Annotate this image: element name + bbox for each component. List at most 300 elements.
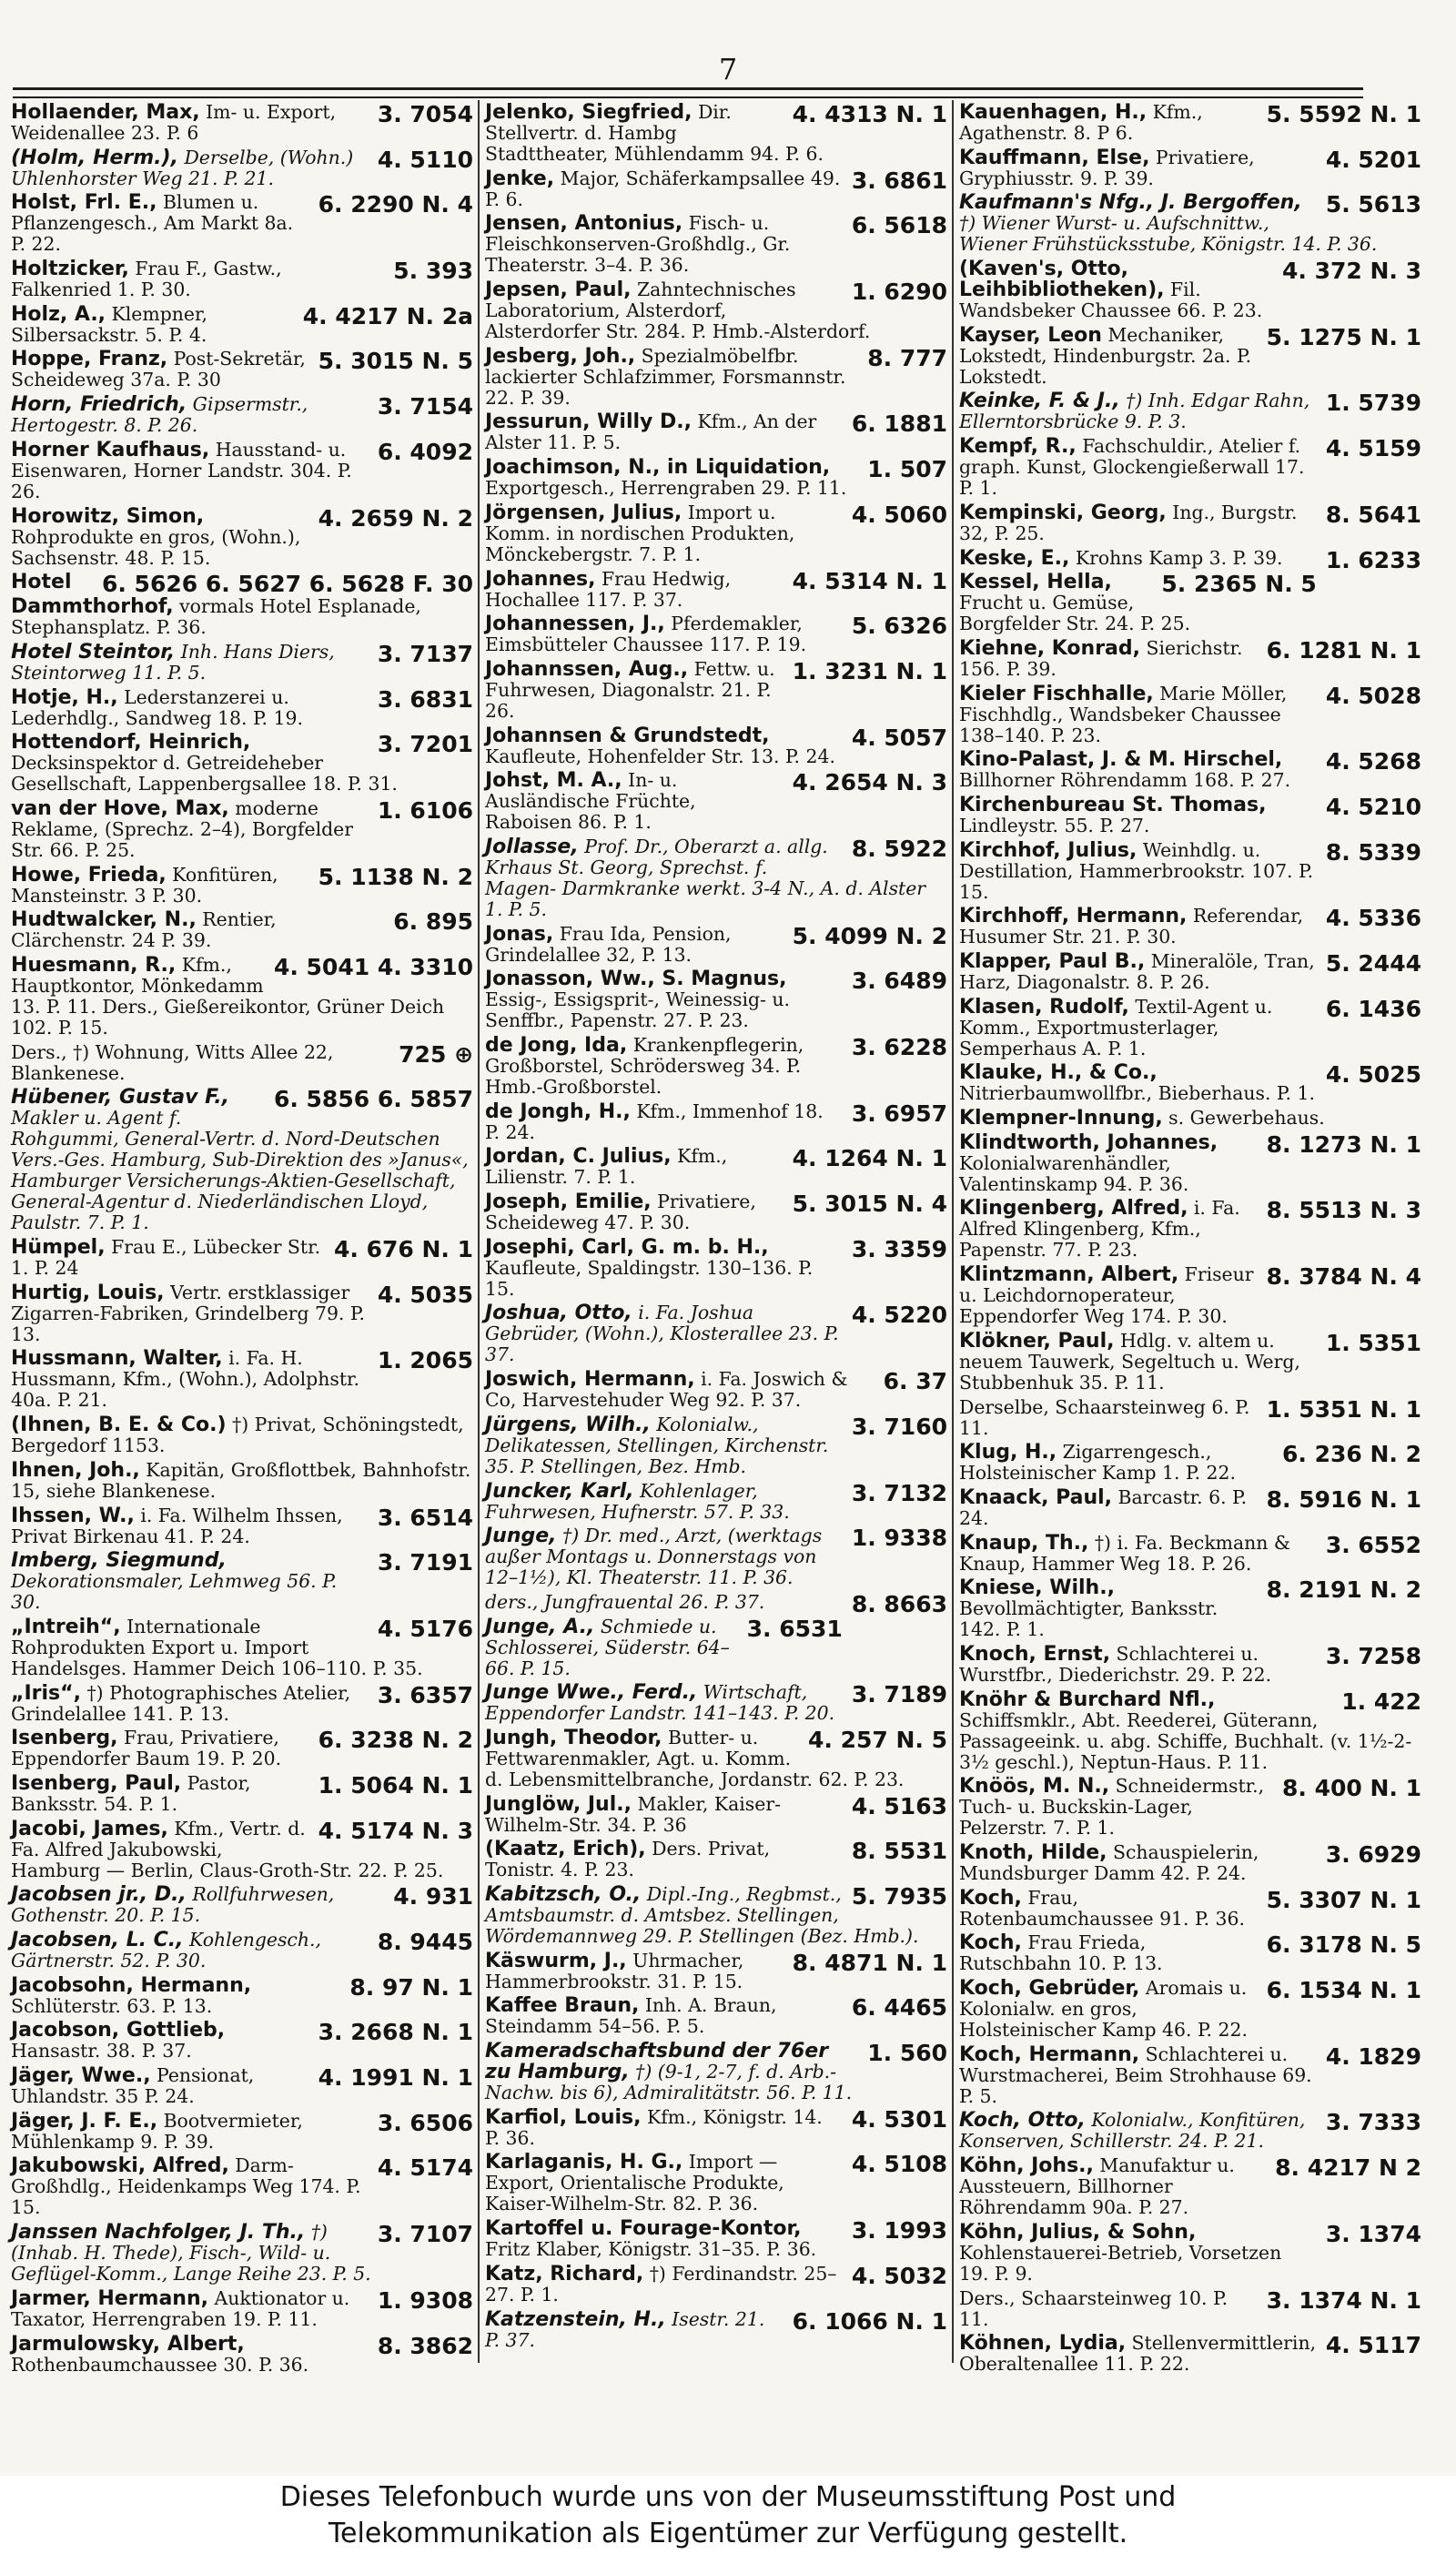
phone-number: 4. 5176 <box>377 1615 473 1642</box>
directory-entry <box>959 2110 1421 2152</box>
entry-details: †) (9-1, 2-7, f. d. Arb.-Nachw. bis 6), Admiralitätstr. 56. P. 11. <box>485 2061 853 2104</box>
directory-entry <box>959 258 1421 321</box>
phone-number: 5. 7935 <box>851 1883 947 1910</box>
entry-name: Knaup, Th., <box>959 1531 1089 1555</box>
directory-entry <box>485 102 947 165</box>
phone-number: 6. 1281 N. 1 <box>1266 636 1421 664</box>
directory-entry <box>485 2041 947 2103</box>
entry-name: Kameradschaftsbund der 76er zu Hamburg, <box>485 2040 829 2084</box>
directory-entry <box>959 390 1421 432</box>
entry-name: Jacobson, Gottlieb, <box>11 2019 226 2042</box>
phone-number: 5. 2365 N. 5 <box>1161 571 1317 598</box>
phone-number: 4. 2659 N. 2 <box>318 504 473 532</box>
phone-number: 5. 5592 N. 1 <box>1266 101 1421 127</box>
directory-entry <box>959 1397 1421 1439</box>
directory-entry <box>11 147 473 189</box>
entry-name: Kaufmann's Nfg., J. Bergoffen, <box>959 191 1302 215</box>
directory-entry <box>485 659 947 722</box>
directory-entry <box>959 997 1421 1059</box>
entry-name: Hollaender, Max, <box>11 101 200 124</box>
directory-entry <box>11 1930 473 1971</box>
entry-name: Jacobi, James, <box>11 1817 168 1840</box>
entry-details: Ing., Burgstr. 32, P. 25. <box>959 501 1298 544</box>
entry-details: Stellenvermittlerin, Oberaltenallee 11. P. 22. <box>959 2332 1317 2376</box>
phone-number: 6. 5856 6. 5857 <box>273 1086 473 1113</box>
phone-number: 4. 5314 N. 1 <box>792 567 947 594</box>
entry-name: Johannssen, Aug., <box>485 657 689 681</box>
directory-entry <box>485 346 947 409</box>
directory-entry <box>485 2152 947 2214</box>
entry-details: ders., Jungfrauental 26. P. 37. <box>485 1590 765 1613</box>
entry-details: Konfitüren, Mansteinstr. 3 P. 30. <box>11 863 278 907</box>
entry-name: Kauffmann, Else, <box>959 146 1150 169</box>
directory-entry <box>485 2309 947 2351</box>
directory-entry <box>485 1728 947 1790</box>
entry-details: Dekorationsmaler, Lehmweg 56. P. 30. <box>11 1570 338 1614</box>
phone-number: 1. 507 <box>867 456 947 483</box>
entry-details: Schlüterstr. 63. P. 13. <box>11 1994 213 2017</box>
directory-entry <box>11 258 473 300</box>
phone-number: 4. 5025 <box>1325 1061 1421 1089</box>
phone-number: 5. 6326 <box>851 613 947 640</box>
directory-entry <box>485 1682 947 1724</box>
entry-name: Holtzicker, <box>11 258 129 281</box>
entry-details: Kfm., Agathenstr. 8. P 6. <box>959 101 1203 144</box>
phone-number: 3. 6831 <box>377 685 473 713</box>
phone-number: 8. 5531 <box>851 1838 947 1865</box>
phone-number: 3. 7258 <box>1325 1642 1421 1669</box>
phone-number: 8. 9445 <box>377 1929 473 1955</box>
entry-details: Pensionat, Uhlandstr. 35 P. 24. <box>11 2064 255 2108</box>
phone-number: 5. 2444 <box>1325 950 1421 977</box>
directory-entry <box>959 1644 1421 1686</box>
entry-name: Janssen Nachfolger, J. Th., <box>11 2221 306 2245</box>
entry-details: Sierichstr. 156. P. 39. <box>959 636 1243 680</box>
entry-name: Kirchenbureau St. Thomas, <box>959 793 1267 816</box>
phone-number: 4. 4217 N. 2a <box>302 302 473 329</box>
phone-number: 3. 7107 <box>377 2221 473 2248</box>
directory-entry <box>485 770 947 833</box>
directory-entry <box>11 1975 473 2017</box>
entry-details: Privatiere, Scheideweg 47. P. 30. <box>485 1191 756 1234</box>
phone-number: 3. 7154 <box>377 393 473 421</box>
entry-details: Ders. Privat, Tonistr. 4. P. 23. <box>485 1838 771 1881</box>
phone-number: 4. 5174 N. 3 <box>318 1817 473 1844</box>
entry-name: Jessurun, Willy D., <box>485 410 693 434</box>
phone-number: 4. 372 N. 3 <box>1281 258 1421 285</box>
phone-number: 3. 7201 <box>377 731 473 758</box>
entry-name: Knöös, M. N., <box>959 1775 1110 1799</box>
entry-details: Prof. Dr., Oberarzt a. allg. Krhaus St. Georg, Sprechst. f. Magen- Darmkranke werkt. 3-4 N., A. d. Alster 1. P. 5. <box>485 835 926 920</box>
entry-name: Jonas, <box>485 922 554 946</box>
phone-number: 4. 2654 N. 3 <box>792 769 947 796</box>
entry-details: Fil. Wandsbeker Chaussee 66. P. 23. <box>959 279 1263 322</box>
directory-entry <box>11 1414 473 1456</box>
phone-number: 4. 5159 <box>1325 435 1421 462</box>
directory-entry <box>959 1487 1421 1529</box>
directory-entry <box>959 1062 1421 1104</box>
entry-details: Mechaniker, Lokstedt, Hindenburgstr. 2a. P. Lokstedt. <box>959 323 1252 388</box>
entry-name: Klug, H., <box>959 1441 1057 1464</box>
directory-entry <box>959 638 1421 680</box>
phone-number: 4. 5110 <box>377 146 473 173</box>
directory-entry <box>959 1776 1421 1839</box>
phone-number: 6. 5626 6. 5627 6. 5628 F. 30 <box>101 571 473 598</box>
entry-name: Klökner, Paul, <box>959 1329 1115 1353</box>
entry-name: Jörgensen, Julius, <box>485 501 682 524</box>
entry-name: de Jong, Ida, <box>485 1034 628 1057</box>
phone-number: 8. 777 <box>867 344 947 371</box>
entry-name: Klapper, Paul B., <box>959 950 1146 973</box>
phone-number: 5. 3015 N. 5 <box>318 348 473 375</box>
phone-number: 4. 5201 <box>1325 146 1421 173</box>
entry-details: Schlachterei u. Wurstfbr., Diederichstr. 29. P. 22. <box>959 1642 1272 1686</box>
header-rule-thin <box>13 96 1363 98</box>
entry-name: Johst, M. A., <box>485 769 622 793</box>
directory-entry <box>485 1369 947 1411</box>
phone-number: 6. 1066 N. 1 <box>792 2307 947 2335</box>
phone-number: 3. 7132 <box>851 1479 947 1506</box>
entry-details: Fisch- u. Fleischkonserven-Großhdlg., Gr. Theaterstr. 3–4. P. 36. <box>485 212 791 277</box>
phone-number: 4. 4313 N. 1 <box>792 101 947 127</box>
phone-number: 6. 2290 N. 4 <box>318 191 473 218</box>
entry-name: van der Hove, Max, <box>11 796 229 820</box>
entry-name: Kabitzsch, O., <box>485 1883 642 1906</box>
entry-name: Knaack, Paul, <box>959 1485 1113 1509</box>
entry-name: Kayser, Leon <box>959 323 1102 347</box>
entry-name: Kaffee Braun, <box>485 1994 640 2018</box>
entry-details: Bevollmächtigter, Banksstr. 142. P. 1. <box>959 1597 1218 1641</box>
entry-details: Frau F., Gastw., Falkenried 1. P. 30. <box>11 258 282 301</box>
directory-entry <box>485 1995 947 2037</box>
entry-details: Schauspielerin, Mundsburger Damm 42. P. 24. <box>959 1841 1259 1884</box>
entry-details: Frucht u. Gemüse, Borgfelder Str. 24. P. 25. <box>959 592 1191 635</box>
entry-name: Knoth, Hilde, <box>959 1841 1107 1864</box>
phone-number: 1. 560 <box>867 2040 947 2067</box>
entry-name: Klauke, H., & Co., <box>959 1061 1158 1085</box>
entry-details: Derselbe, Schaarsteinweg 6. P. 11. <box>959 1395 1250 1439</box>
entry-name: Jollasse, <box>485 835 579 858</box>
phone-number: 6. 4465 <box>851 1994 947 2022</box>
entry-name: Johannsen & Grundstedt, <box>485 724 770 747</box>
phone-number: 1. 9308 <box>377 2286 473 2314</box>
entry-name: Köhn, Johs., <box>959 2154 1094 2178</box>
directory-entry <box>11 102 473 144</box>
directory-entry <box>11 192 473 255</box>
phone-number: 3. 6531 <box>746 1615 843 1642</box>
entry-details: Dir. Stellvertr. d. Hambg Stadttheater, Mühlendamm 94. P. 6. <box>485 101 824 165</box>
entry-name: Jacobsen, L. C., <box>11 1929 184 1951</box>
entry-details: i. Fa. Wilhelm Ihssen, Privat Birkenau 41. P. 24. <box>11 1504 343 1547</box>
entry-details: Exportgesch., Herrengraben 29. P. 11. <box>485 477 847 500</box>
phone-number: 3. 6228 <box>851 1034 947 1060</box>
directory-entry <box>11 2334 473 2376</box>
phone-number: 4. 5032 <box>851 2262 947 2289</box>
phone-number: 725 ⊕ <box>399 1040 473 1068</box>
directory-entry <box>959 2044 1421 2107</box>
directory-entry <box>11 2288 473 2330</box>
entry-name: Klintzmann, Albert, <box>959 1263 1179 1287</box>
entry-details: i. Fa. Joswich & Co, Harvestehuder Weg 92. P. 37. <box>485 1368 848 1412</box>
entry-details: Nitrierbaumwollfbr., Bieberhaus. P. 1. <box>959 1082 1315 1105</box>
entry-name: Hottendorf, Heinrich, <box>11 731 251 755</box>
entry-details: i. Fa. H. Hussmann, Kfm., (Wohn.), Adolphstr. 40a. P. 21. <box>11 1347 359 1412</box>
entry-name: Junge, A., <box>485 1615 595 1638</box>
phone-number: 6. 1881 <box>851 410 947 438</box>
directory-entry <box>11 687 473 729</box>
entry-details: Kfm., Hauptkontor, Mönkedamm 13. P. 11. Ders., Gießereikontor, Grüner Deich 102. P. 15. <box>11 954 445 1039</box>
entry-details: Referendar, Husumer Str. 21. P. 30. <box>959 905 1304 948</box>
entry-details: Kolonialw., Konfitüren, Konserven, Schillerstr. 24. P. 21. <box>959 2109 1306 2153</box>
entry-name: Imberg, Siegmund, <box>11 1549 227 1573</box>
phone-number: 4. 5163 <box>851 1792 947 1819</box>
phone-number: 3. 6489 <box>851 968 947 995</box>
directory-entry <box>959 1689 1421 1773</box>
phone-number: 6. 895 <box>393 908 473 936</box>
entry-name: (Kaven's, Otto, Leihbibliotheken), <box>959 258 1165 302</box>
entry-details: Major, Schäferkampsallee 49. P. 6. <box>485 167 841 210</box>
footer-notice <box>0 2476 1456 2554</box>
entry-name: Kniese, Wilh., <box>959 1576 1115 1600</box>
phone-number: 4. 5035 <box>377 1281 473 1308</box>
phone-number: 8. 5641 <box>1325 501 1421 528</box>
entry-name: Junge Wwe., Ferd., <box>485 1681 698 1705</box>
entry-name: Klempner-Innung, <box>959 1107 1163 1130</box>
entry-details: Wirtschaft, Eppendorfer Landstr. 141–143. P. 20. <box>485 1681 835 1725</box>
entry-details: Rohprodukte en gros, (Wohn.), Sachsenstr. 48. P. 15. <box>11 525 301 569</box>
phone-number: 4. 5210 <box>1325 793 1421 820</box>
entry-name: Jacobsohn, Hermann, <box>11 1973 252 1997</box>
entry-details: Ders., Schaarsteinweg 10. P. 11. <box>959 2286 1228 2330</box>
entry-name: Ihssen, W., <box>11 1504 135 1527</box>
directory-entry <box>485 1302 947 1365</box>
phone-number: 3. 1993 <box>851 2217 947 2245</box>
phone-number: 1. 3231 N. 1 <box>792 657 947 684</box>
directory-entry <box>11 440 473 502</box>
entry-details: Internationale Rohprodukten Export u. Import Handelsges. Hammer Deich 106–110. P. 35. <box>11 1615 423 1679</box>
directory-entry <box>485 457 947 499</box>
directory-entry <box>11 642 473 684</box>
entry-details: Lindleystr. 55. P. 27. <box>959 814 1150 836</box>
entry-name: Jäger, J. F. E., <box>11 2109 158 2133</box>
directory-entry <box>11 394 473 436</box>
directory-entry <box>959 1108 1421 1129</box>
phone-number: 3. 6929 <box>1325 1841 1421 1868</box>
entry-name: Joachimson, N., in Liquidation, <box>485 456 831 480</box>
directory-entry <box>485 836 947 920</box>
entry-details: Zigarrengesch., Holsteinischer Kamp 1. P. 22. <box>959 1441 1236 1485</box>
directory-entry <box>959 1577 1421 1640</box>
directory-entry <box>11 1884 473 1926</box>
phone-number: 3. 6861 <box>851 167 947 194</box>
entry-name: Hurtig, Louis, <box>11 1281 165 1304</box>
phone-number: 4. 5117 <box>1325 2332 1421 2359</box>
entry-details: Bootvermieter, Mühlenkamp 9. P. 39. <box>11 2109 303 2153</box>
directory-entry <box>485 968 947 1031</box>
entry-name: Jelenko, Siegfried, <box>485 101 693 124</box>
entry-details: Im- u. Export, Weidenallee 23. P. 6 <box>11 101 337 144</box>
entry-details: vormals Hotel Esplanade, Stephansplatz. P. 36. <box>11 595 421 639</box>
directory-column-3 <box>959 101 1421 2376</box>
entry-details: Kfm., Immenhof 18. P. 24. <box>485 1100 824 1143</box>
directory-entry <box>959 436 1421 499</box>
phone-number: 8. 4217 N 2 <box>1275 2154 1421 2182</box>
directory-entry <box>959 325 1421 388</box>
entry-details: Ders., †) Wohnung, Witts Allee 22, Blankenese. <box>11 1040 334 1084</box>
entry-details: Vertr. erstklassiger Zigarren-Fabriken, Grindelberg 79. P. 13. <box>11 1281 365 1345</box>
directory-entry <box>959 502 1421 544</box>
directory-entry <box>11 1683 473 1725</box>
column-divider <box>478 100 480 2363</box>
directory-entry <box>485 1839 947 1880</box>
phone-number: 1. 2065 <box>377 1347 473 1374</box>
directory-entry <box>959 2288 1421 2330</box>
phone-number: 3. 7137 <box>377 640 473 667</box>
directory-entry <box>11 732 473 795</box>
entry-name: Horner Kaufhaus, <box>11 438 210 461</box>
entry-name: Kauenhagen, H., <box>959 101 1148 124</box>
entry-name: Jarmulowsky, Albert, <box>11 2332 245 2356</box>
entry-details: Rothenbaumchaussee 30. P. 36. <box>11 2353 309 2376</box>
entry-name: Hübener, Gustav F., <box>11 1086 230 1110</box>
phone-number: 6. 3238 N. 2 <box>318 1727 473 1754</box>
entry-details: Fachschuldir., Atelier f. graph. Kunst, Glockengießerwall 17. P. 1. <box>959 435 1305 500</box>
phone-number: 4. 257 N. 5 <box>807 1726 947 1753</box>
directory-entry <box>959 102 1421 144</box>
directory-entry <box>11 2020 473 2062</box>
phone-number: 6. 37 <box>883 1368 947 1395</box>
directory-entry <box>11 2065 473 2107</box>
phone-number: 8. 5513 N. 3 <box>1266 1197 1421 1224</box>
entry-details: Kolonialwarenhändler, Valentinskamp 94. P. 36. <box>959 1151 1189 1195</box>
entry-name: Klingenberg, Alfred, <box>959 1197 1188 1221</box>
entry-details: Kaufleute, Spaldingstr. 130–136. P. 15. <box>485 1256 814 1300</box>
phone-number: 4. 931 <box>393 1883 473 1910</box>
entry-name: Josephi, Carl, G. m. b. H., <box>485 1235 769 1259</box>
entry-name: Joswich, Hermann, <box>485 1368 695 1392</box>
directory-entry <box>959 1331 1421 1394</box>
directory-entry <box>485 1590 947 1617</box>
entry-details: Kfm., Lilienstr. 7. P. 1. <box>485 1145 728 1189</box>
entry-name: Hotel Steintor, <box>11 640 176 664</box>
entry-name: Knoch, Ernst, <box>959 1642 1111 1666</box>
entry-name: Hümpel, <box>11 1236 106 1260</box>
entry-name: Kartoffel u. Fourage-Kontor, <box>485 2217 802 2241</box>
phone-number: 8. 5922 <box>851 835 947 862</box>
directory-entry <box>959 1533 1421 1575</box>
entry-name: Joshua, Otto, <box>485 1302 632 1325</box>
entry-details: Kolonialw., Delikatessen, Stellingen, Kirchenstr. 35. P. Stellingen, Bez. Hmb. <box>485 1413 829 1477</box>
directory-entry <box>485 1146 947 1188</box>
entry-details: Uhrmacher, Hammerbrookstr. 31. P. 15. <box>485 1949 744 1992</box>
entry-name: Kessel, Hella, <box>959 571 1112 594</box>
phone-number: 1. 6106 <box>377 796 473 824</box>
directory-entry <box>11 1505 473 1547</box>
phone-number: 5. 5613 <box>1325 191 1421 218</box>
phone-number: 5. 393 <box>393 258 473 285</box>
directory-entry <box>959 1932 1421 1974</box>
entry-details: Auktionator u. Taxator, Herrengraben 19. P. 11. <box>11 2286 350 2330</box>
directory-entry <box>11 798 473 861</box>
phone-number: 3. 7189 <box>851 1681 947 1708</box>
directory-entry <box>959 2155 1421 2218</box>
directory-entry <box>485 2218 947 2260</box>
entry-details: Pastor, Banksstr. 54. P. 1. <box>11 1771 251 1815</box>
entry-details: s. Gewerbehaus. <box>1168 1107 1325 1130</box>
entry-details: Import u. Komm. in nordischen Produkten, Mönckebergstr. 7. P. 1. <box>485 501 795 565</box>
phone-number: 4. 5028 <box>1325 682 1421 709</box>
entry-details: Krankenpflegerin, Großborstel, Schrödersweg 34. P. Hmb.-Großborstel. <box>485 1034 804 1098</box>
entry-name: (Holm, Herm.), <box>11 146 178 169</box>
entry-name: Johannessen, J., <box>485 613 665 636</box>
entry-details: Blumen u. Pflanzengesch., Am Markt 8a. P. 22. <box>11 191 294 256</box>
phone-number: 5. 1275 N. 1 <box>1266 323 1421 350</box>
directory-entry <box>11 506 473 569</box>
entry-details: Schneidermstr., Tuch- u. Buckskin-Lager, Pelzerstr. 7. P. 1. <box>959 1775 1265 1839</box>
entry-details: Schiffsmklr., Abt. Reederei, Güterann, Passageeink. u. abg. Schiffe, Buchhalt. (v. 1½-2-3½ geschl.), Neptun-Haus. P. 11. <box>959 1708 1412 1773</box>
directory-entry <box>11 1282 473 1345</box>
directory-entry <box>11 1042 473 1084</box>
phone-number: 3. 2668 N. 1 <box>318 2019 473 2046</box>
entry-name: Koch, Gebrüder, <box>959 1977 1140 2001</box>
directory-entry <box>959 192 1421 255</box>
phone-number: 4. 676 N. 1 <box>333 1236 473 1263</box>
directory-entry <box>959 1198 1421 1261</box>
entry-name: Kiehne, Konrad, <box>959 636 1141 660</box>
entry-details: Privatiere, Gryphiusstr. 9. P. 39. <box>959 146 1255 189</box>
entry-name: Jarmer, Hermann, <box>11 2286 208 2310</box>
entry-name: Junglöw, Jul., <box>485 1792 632 1816</box>
entry-details: Butter- u. Fettwarenmakler, Agt. u. Komm. d. Lebensmittelbranche, Jordanstr. 62. P. 23. <box>485 1726 905 1790</box>
directory-entry <box>485 411 947 453</box>
entry-name: de Jongh, H., <box>485 1100 631 1123</box>
entry-name: Holz, A., <box>11 302 106 326</box>
phone-number: 8. 3862 <box>377 2332 473 2359</box>
entry-details: Frau Frieda, Rutschbahn 10. P. 13. <box>959 1931 1163 1975</box>
entry-details: Kfm., An der Alster 11. P. 5. <box>485 410 817 454</box>
phone-number: 3. 1374 <box>1325 2220 1421 2247</box>
phone-number: 6. 5618 <box>851 212 947 239</box>
phone-number: 3. 1374 N. 1 <box>1266 2286 1421 2314</box>
entry-name: Keske, E., <box>959 546 1070 570</box>
directory-entry <box>11 1773 473 1815</box>
entry-details: Kohlengesch., Gärtnerstr. 52. P. 30. <box>11 1929 321 1971</box>
phone-number: 5. 4099 N. 2 <box>792 922 947 949</box>
directory-entry <box>11 1348 473 1411</box>
entry-name: Klindtworth, Johannes, <box>959 1130 1218 1154</box>
phone-number: 5. 3015 N. 4 <box>792 1191 947 1218</box>
directory-entry <box>11 2155 473 2218</box>
directory-entry <box>959 749 1421 791</box>
directory-entry <box>485 1884 947 1947</box>
directory-entry <box>485 279 947 342</box>
entry-details: i. Fa. Alfred Klingenberg, Kfm., Papenstr. 77. P. 23. <box>959 1197 1240 1262</box>
directory-column-2 <box>485 102 947 2359</box>
entry-details: In- u. Ausländische Früchte, Raboisen 86. P. 1. <box>485 769 696 834</box>
directory-entry <box>11 2222 473 2285</box>
directory-entry <box>485 1617 947 1679</box>
directory-entry <box>485 2264 947 2306</box>
directory-entry <box>11 1460 473 1502</box>
entry-name: Jakubowski, Alfred, <box>11 2154 229 2178</box>
entry-details: Billhorner Röhrendamm 168. P. 27. <box>959 769 1291 792</box>
entry-name: Koch, <box>959 1886 1022 1910</box>
entry-name: (Kaatz, Erich), <box>485 1838 646 1861</box>
entry-details: Schmiede u. Schlosserei, Süderstr. 64–66. P. 15. <box>485 1615 730 1679</box>
entry-details: Rentier, Clärchenstr. 24 P. 39. <box>11 908 277 952</box>
entry-name: Johannes, <box>485 567 596 591</box>
directory-entry <box>11 1087 473 1233</box>
